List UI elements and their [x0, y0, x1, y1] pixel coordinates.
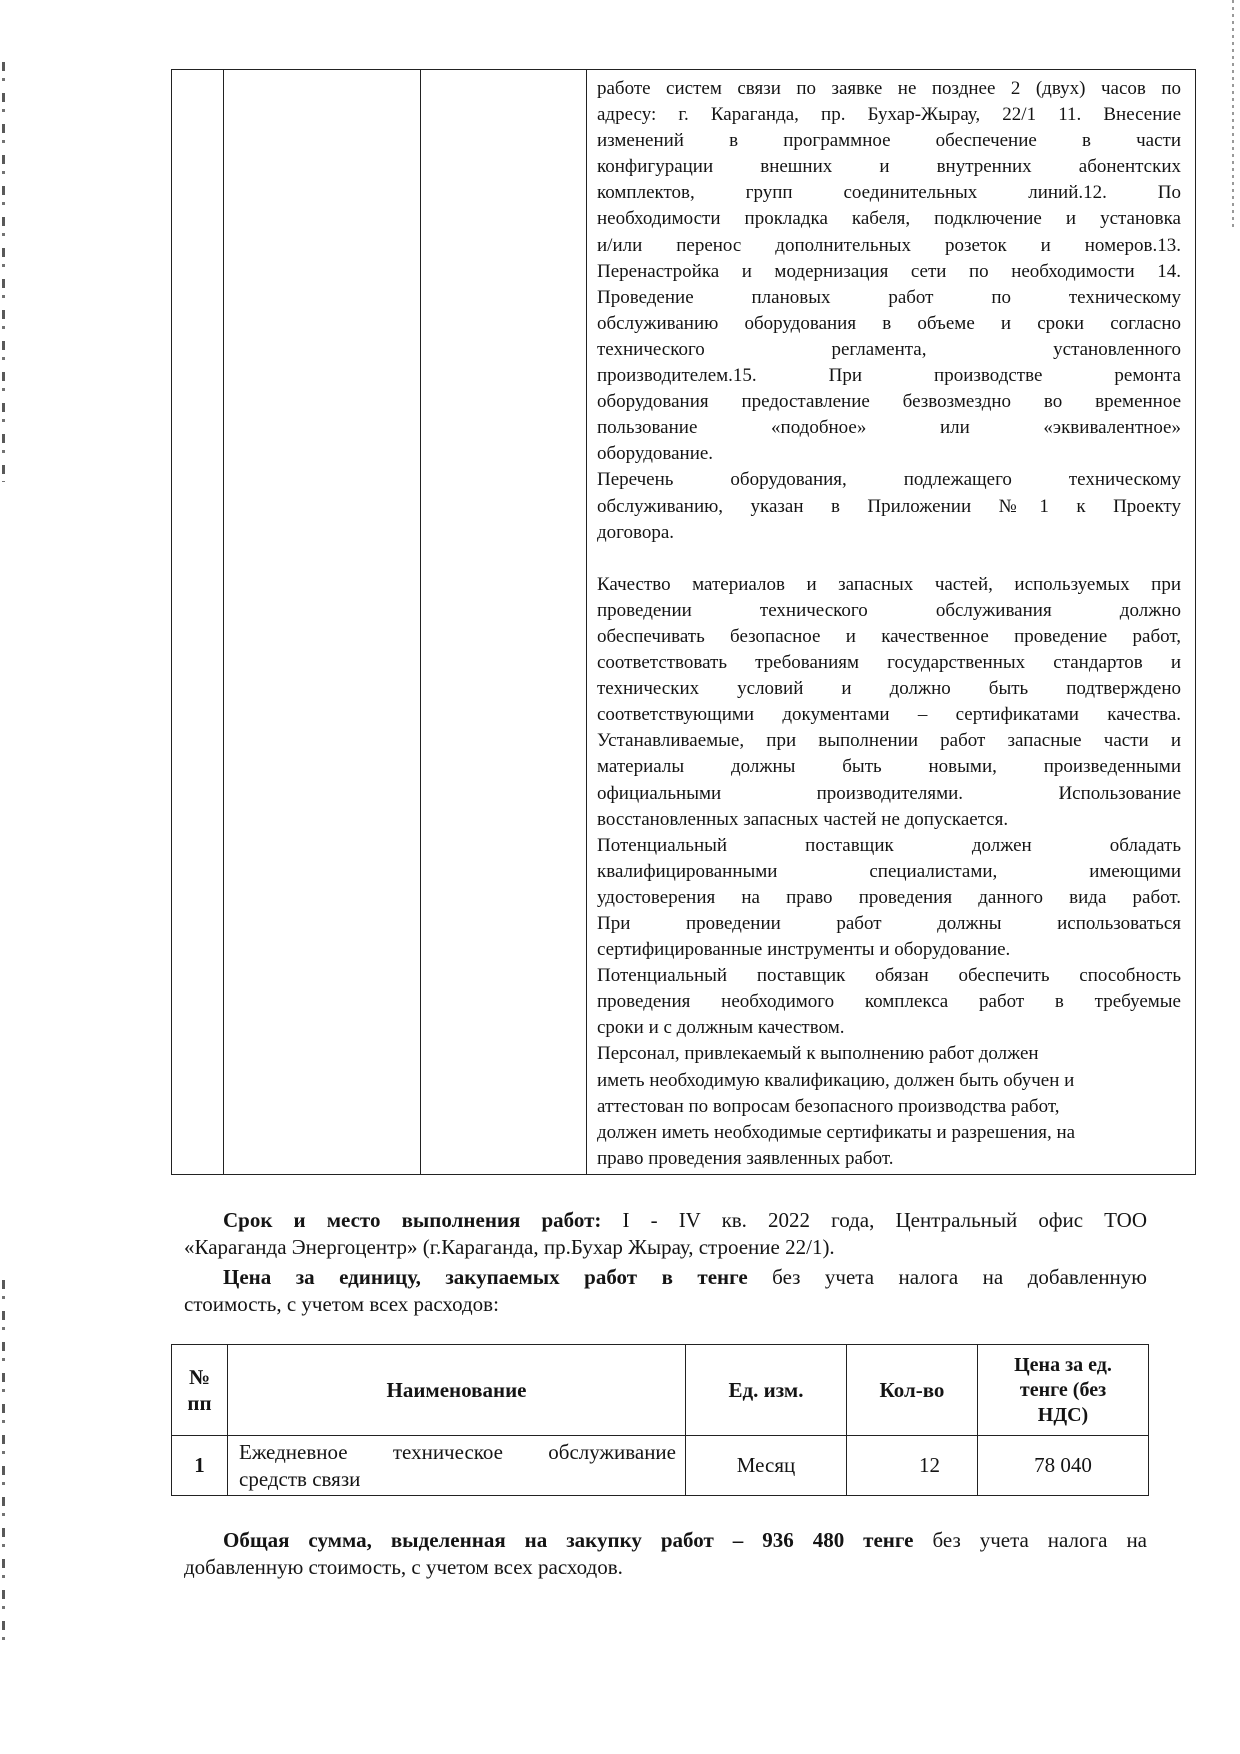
text-line: комплектов, групп соединительных линий.12. По — [597, 182, 1181, 204]
text-line: сертифицированные инструменты и оборудование. — [597, 939, 1011, 961]
text-line: квалифицированными специалистами, имеющими — [597, 860, 1181, 882]
text-line: производителем.15. При производстве ремонта — [597, 365, 1181, 387]
price-intro-paragraph — [184, 1264, 1147, 1318]
header-price — [978, 1345, 1149, 1436]
text-line: пользование «подобное» или «эквивалентное» — [597, 417, 1181, 439]
text-line: оборудование. — [597, 443, 714, 465]
text-line: соответствующими документами – сертификатами качества. — [597, 704, 1181, 726]
text-line: При проведении работ должны использоваться — [597, 913, 1181, 934]
scan-edge-mark — [1232, 0, 1234, 230]
text-line: необходимости прокладка кабеля, подключение и установка — [597, 208, 1181, 230]
spec-row — [172, 70, 1196, 1175]
text-line: оборудования предоставление безвозмездно во временное — [597, 391, 1181, 413]
text-line: Персонал, привлекаемый к выполнению работ должен — [597, 1043, 1039, 1065]
row-quantity: 12 — [847, 1436, 978, 1496]
header-line: тенге (без — [1019, 1378, 1107, 1401]
service-scope-paragraph — [597, 76, 1181, 467]
text-line: Качество материалов и запасных частей, используемых при — [597, 573, 1181, 595]
text-line: должен иметь необходимые сертификаты и разрешения, на — [597, 1121, 1076, 1143]
header-number — [172, 1345, 228, 1436]
price-intro-label: Цена за единицу, закупаемых работ в тенге — [223, 1265, 748, 1289]
text-line: проведении технического обслуживания должно — [597, 599, 1181, 621]
text-line: Перенастройка и модернизация сети по необходимости 14. — [597, 260, 1181, 282]
text-line: обслуживанию оборудования в объеме и сроки согласно — [597, 312, 1181, 334]
row-name — [228, 1436, 686, 1496]
text-line: аттестован по вопросам безопасного производства работ, — [597, 1095, 1060, 1117]
text-line: технического регламента, установленного — [597, 338, 1181, 360]
header-line: пп — [187, 1391, 212, 1415]
text-line: обслуживанию, указан в Приложении №1 к Проекту — [597, 495, 1181, 517]
total-line-2: добавленную стоимость, с учетом всех расходов. — [184, 1555, 623, 1579]
personnel-paragraph — [597, 1041, 1181, 1171]
spec-number-cell — [172, 70, 224, 1175]
text-line: конфигурации внешних и внутренних абонентских — [597, 156, 1181, 178]
text-line: Проведение плановых работ по техническому — [597, 286, 1181, 308]
total-label: Общая сумма, выделенная на закупку работ – 936 480 тенге — [223, 1528, 914, 1552]
row-number: 1 — [172, 1436, 228, 1496]
row-price: 78 040 — [978, 1436, 1149, 1496]
text-line: право проведения заявленных работ. — [597, 1147, 894, 1169]
price-intro-text: без учета налога на добавленную — [747, 1265, 1147, 1289]
price-table — [171, 1344, 1149, 1496]
materials-quality-paragraph — [597, 572, 1181, 833]
text-line: изменений в программное обеспечение в части — [597, 130, 1181, 152]
technical-spec-table — [171, 69, 1196, 1175]
text-line: Потенциальный поставщик обязан обеспечить способность — [597, 965, 1181, 987]
text-line: проведения необходимого комплекса работ в требуемые — [597, 991, 1181, 1013]
text-line: работе систем связи по заявке не позднее 2 (двух) часов по — [597, 78, 1181, 99]
work-terms-paragraph — [184, 1207, 1147, 1261]
text-line: материалы должны быть новыми, произведенными — [597, 756, 1181, 778]
header-line: № — [188, 1365, 211, 1389]
row-unit: Месяц — [686, 1436, 847, 1496]
price-table-header-row — [172, 1345, 1149, 1436]
text-line: адресу: г. Караганда, пр. Бухар-Жырау, 22/1 11. Внесение — [597, 104, 1181, 126]
text-line: восстановленных запасных частей не допускается. — [597, 808, 1009, 830]
equipment-list-paragraph — [597, 467, 1181, 545]
price-intro-line-1 — [184, 1264, 1147, 1291]
row-name-line: Ежедневное техническое обслуживание — [239, 1439, 676, 1464]
spec-name-cell — [224, 70, 421, 1175]
supplier-obligation-paragraph — [597, 963, 1181, 1041]
header-unit: Ед. изм. — [686, 1345, 847, 1436]
work-terms-line-1 — [184, 1207, 1147, 1234]
work-terms-text: I - IV кв. 2022 года, Центральный офис ТОО — [601, 1208, 1147, 1232]
scan-edge-mark — [2, 62, 5, 482]
text-line: и/или перенос дополнительных розеток и номеров.13. — [597, 234, 1181, 256]
header-line: НДС) — [1037, 1403, 1089, 1426]
spec-description-cell — [587, 70, 1196, 1175]
header-quantity: Кол-во — [847, 1345, 978, 1436]
text-line: иметь необходимую квалификацию, должен быть обучен и — [597, 1069, 1075, 1091]
text-line: удостоверения на право проведения данного вида работ. — [597, 886, 1181, 908]
total-line-1 — [184, 1527, 1147, 1554]
text-line: официальными производителями. Использование — [597, 782, 1181, 804]
spec-unit-cell — [421, 70, 587, 1175]
table-row — [172, 1436, 1149, 1496]
header-name: Наименование — [228, 1345, 686, 1436]
total-text: без учета налога на — [913, 1528, 1147, 1552]
header-line: Цена за ед. — [1014, 1353, 1112, 1376]
text-line: договора. — [597, 521, 675, 543]
total-amount-paragraph — [184, 1527, 1147, 1581]
price-intro-line-2: стоимость, с учетом всех расходов: — [184, 1292, 499, 1316]
scan-edge-mark — [2, 1280, 5, 1640]
text-line: Устанавливаемые, при выполнении работ запасные части и — [597, 730, 1181, 752]
text-line: сроки и с должным качеством. — [597, 1017, 845, 1039]
work-terms-line-2: «Караганда Энергоцентр» (г.Караганда, пр.Бухар Жырау, строение 22/1). — [184, 1235, 835, 1259]
row-name-line: средств связи — [239, 1466, 361, 1491]
text-line: соответствовать требованиям государственных стандартов и — [597, 652, 1181, 674]
supplier-qualification-paragraph — [597, 833, 1181, 963]
work-terms-label: Срок и место выполнения работ: — [223, 1208, 602, 1232]
text-line: Потенциальный поставщик должен обладать — [597, 834, 1181, 856]
text-line: обеспечивать безопасное и качественное проведение работ, — [597, 625, 1181, 647]
text-line: технических условий и должно быть подтверждено — [597, 678, 1181, 700]
text-line: Перечень оборудования, подлежащего техническому — [597, 469, 1181, 491]
